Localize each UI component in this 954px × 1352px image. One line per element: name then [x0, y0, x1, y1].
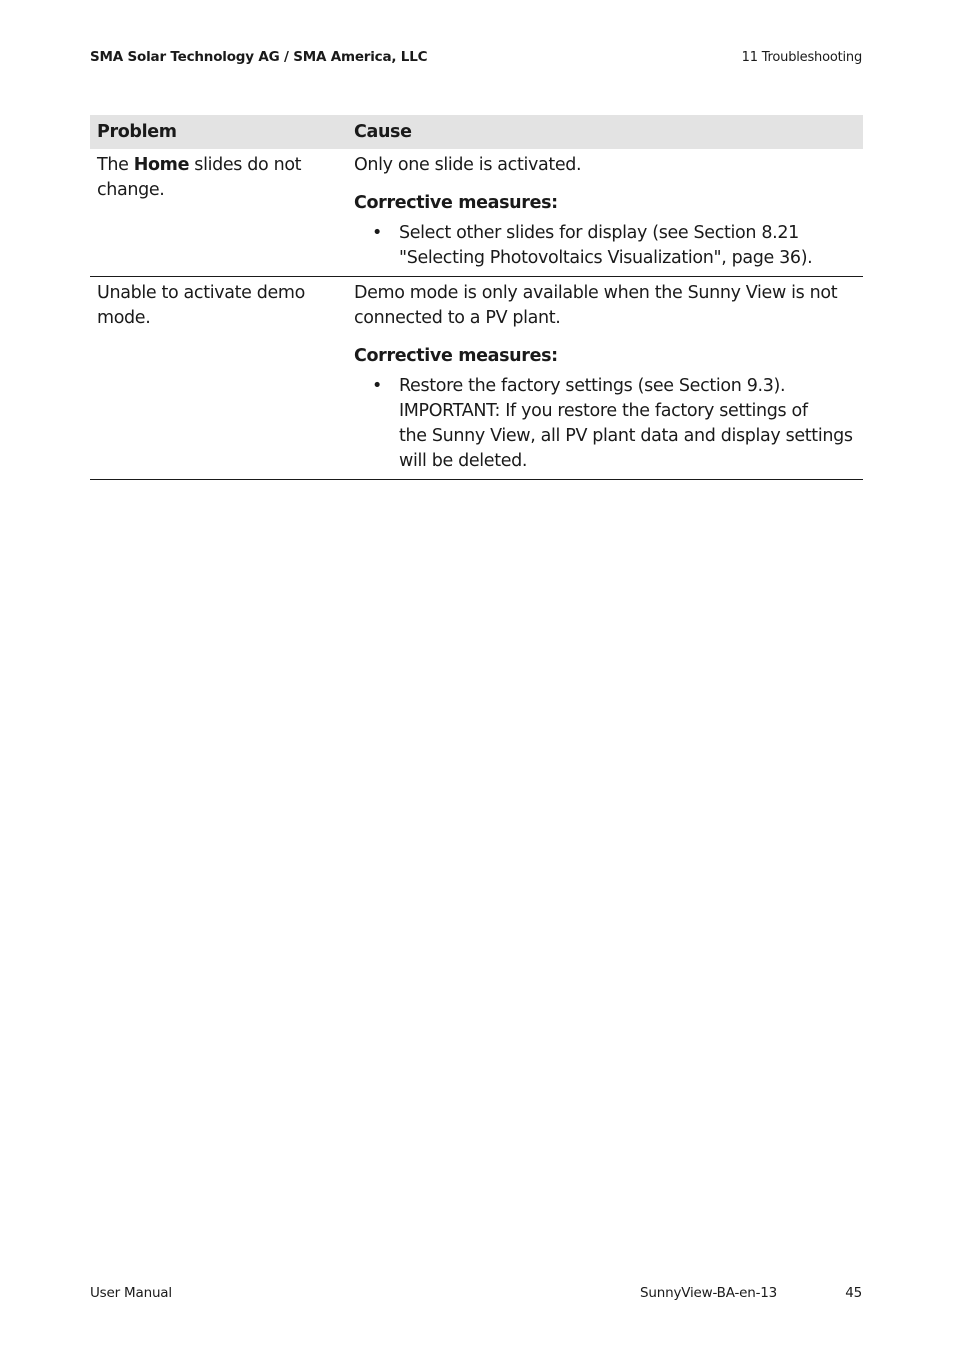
header-company: SMA Solar Technology AG / SMA America, LLC: [90, 49, 428, 65]
corrective-measures-title: Corrective measures:: [354, 346, 558, 366]
problem-text-bold: Home: [133, 155, 190, 175]
footer-manual-label: User Manual: [90, 1285, 172, 1301]
problem-text-post: slides do not change.: [97, 155, 302, 200]
problem-cell: [90, 149, 347, 277]
footer-page-number: 45: [845, 1285, 862, 1301]
measure-text: Select other slides for display (see Section 8.21 "Selecting Photovoltaics Visualization", page 36).: [399, 223, 813, 268]
bullet-icon: •: [372, 376, 382, 396]
corrective-measures-title: Corrective measures:: [354, 193, 558, 213]
table-header-row: [90, 115, 863, 149]
corrective-measures-list: [354, 374, 853, 474]
cause-text: Demo mode is only available when the Sunny View is not connected to a PV plant.: [354, 283, 838, 328]
measure-warning-line2: the Sunny View, all PV plant data and display settings will be deleted.: [399, 426, 853, 471]
problem-cell: [90, 277, 347, 480]
cause-text: Only one slide is activated.: [354, 155, 582, 175]
column-header-cause: Cause: [347, 115, 863, 149]
table-row: [90, 277, 863, 480]
problem-text: Unable to activate demo mode.: [97, 283, 305, 328]
footer-doc-id: SunnyView-BA-en-13: [640, 1285, 778, 1301]
cause-cell: [347, 149, 863, 277]
list-item: [372, 374, 853, 474]
corrective-measures-list: [354, 221, 853, 271]
table-row: [90, 149, 863, 277]
measure-warning-line1: IMPORTANT: If you restore the factory settings of: [399, 401, 808, 421]
list-item: [372, 221, 853, 271]
header-chapter: 11 Troubleshooting: [741, 50, 862, 65]
problem-text-pre: The: [97, 155, 134, 175]
column-header-problem: Problem: [90, 115, 347, 149]
troubleshooting-table: [90, 115, 863, 480]
cause-cell: [347, 277, 863, 480]
bullet-icon: •: [372, 223, 382, 243]
measure-text: Restore the factory settings (see Section 9.3).: [399, 376, 786, 396]
